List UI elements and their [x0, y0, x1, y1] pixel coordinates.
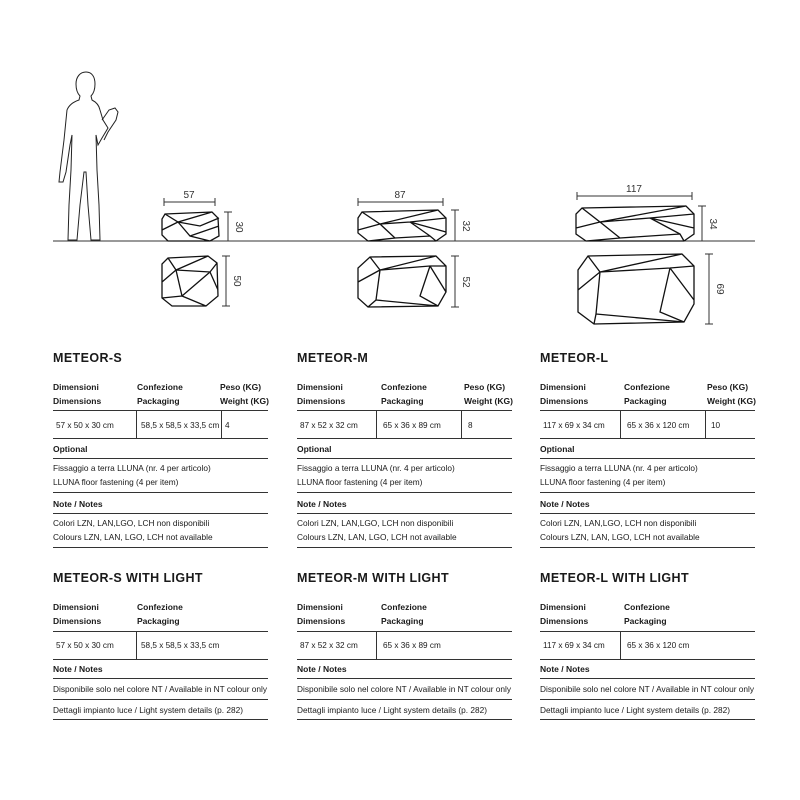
header-dimensions: Dimensioni Dimensions: [297, 602, 346, 626]
value-dimensions: 117 x 69 x 34 cm: [543, 421, 605, 430]
divider: [53, 631, 268, 632]
value-weight: 4: [225, 421, 230, 430]
note-light-details: Dettagli impianto luce / Light system details (p. 282): [297, 705, 487, 715]
optional-text: Fissaggio a terra LLUNA (nr. 4 per articolo) LLUNA floor fastening (4 per item): [540, 463, 698, 487]
header-packaging: Confezione Packaging: [624, 602, 670, 626]
note-availability: Disponibile solo nel colore NT / Available in NT colour only: [540, 684, 754, 694]
value-dimensions: 87 x 52 x 32 cm: [300, 641, 358, 650]
header-packaging: Confezione Packaging: [624, 382, 670, 406]
product-title: METEOR-S: [53, 351, 123, 365]
dim-depth-s: 50: [231, 275, 242, 287]
divider: [297, 631, 512, 632]
notes-label: Note / Notes: [540, 499, 590, 509]
product-title: METEOR-M WITH LIGHT: [297, 571, 450, 585]
value-dimensions: 57 x 50 x 30 cm: [56, 641, 114, 650]
notes-text: Colori LZN, LAN,LGO, LCH non disponibili Colours LZN, LAN, LGO, LCH not available: [540, 518, 700, 542]
value-packaging: 58,5 x 58,5 x 33,5 cm: [141, 641, 220, 650]
notes-label: Note / Notes: [53, 499, 103, 509]
header-dimensions: Dimensioni Dimensions: [297, 382, 346, 406]
divider: [540, 678, 755, 679]
value-weight: 8: [468, 421, 473, 430]
divider: [297, 699, 512, 700]
divider: [297, 719, 512, 720]
cell-divider: [136, 631, 137, 659]
dim-width-l: 117: [626, 184, 642, 195]
divider: [540, 719, 755, 720]
optional-text: Fissaggio a terra LLUNA (nr. 4 per articolo) LLUNA floor fastening (4 per item): [53, 463, 211, 487]
divider: [540, 699, 755, 700]
value-packaging: 65 x 36 x 89 cm: [383, 421, 441, 430]
divider: [297, 659, 512, 660]
optional-label: Optional: [297, 444, 332, 454]
notes-label: Note / Notes: [297, 499, 347, 509]
header-dimensions: Dimensioni Dimensions: [53, 382, 102, 406]
header-weight: Peso (KG) Weight (KG): [707, 382, 756, 406]
dim-depth-l: 69: [714, 283, 725, 295]
note-availability: Disponibile solo nel colore NT / Available in NT colour only: [53, 684, 267, 694]
light-spec-l: [540, 0, 755, 730]
value-packaging: 65 x 36 x 120 cm: [627, 641, 690, 650]
header-dimensions: Dimensioni Dimensions: [540, 602, 589, 626]
optional-text: Fissaggio a terra LLUNA (nr. 4 per articolo) LLUNA floor fastening (4 per item): [297, 463, 455, 487]
value-dimensions: 117 x 69 x 34 cm: [543, 641, 605, 650]
light-spec-s: [53, 0, 268, 730]
product-title: METEOR-L WITH LIGHT: [540, 571, 690, 585]
notes-text: Colori LZN, LAN,LGO, LCH non disponibili Colours LZN, LAN, LGO, LCH not available: [297, 518, 457, 542]
note-availability: Disponibile solo nel colore NT / Available in NT colour only: [297, 684, 511, 694]
divider: [53, 699, 268, 700]
dim-height-l: 34: [707, 218, 718, 230]
value-dimensions: 57 x 50 x 30 cm: [56, 421, 114, 430]
dim-width-s: 57: [183, 190, 195, 201]
product-title: METEOR-S WITH LIGHT: [53, 571, 203, 585]
header-packaging: Confezione Packaging: [381, 382, 427, 406]
dim-width-m: 87: [394, 190, 406, 201]
value-packaging: 65 x 36 x 120 cm: [627, 421, 690, 430]
divider: [53, 719, 268, 720]
divider: [540, 659, 755, 660]
optional-label: Optional: [53, 444, 88, 454]
value-packaging: 58,5 x 58,5 x 33,5 cm: [141, 421, 220, 430]
note-light-details: Dettagli impianto luce / Light system details (p. 282): [540, 705, 730, 715]
header-packaging: Confezione Packaging: [137, 382, 183, 406]
product-title: METEOR-M: [297, 351, 369, 365]
optional-label: Optional: [540, 444, 575, 454]
header-dimensions: Dimensioni Dimensions: [540, 382, 589, 406]
header-weight: Peso (KG) Weight (KG): [220, 382, 269, 406]
notes-text: Colori LZN, LAN,LGO, LCH non disponibili Colours LZN, LAN, LGO, LCH not available: [53, 518, 213, 542]
note-light-details: Dettagli impianto luce / Light system details (p. 282): [53, 705, 243, 715]
dim-height-s: 30: [233, 221, 244, 233]
value-weight: 10: [711, 421, 721, 430]
divider: [53, 659, 268, 660]
cell-divider: [620, 631, 621, 659]
product-title: METEOR-L: [540, 351, 609, 365]
header-packaging: Confezione Packaging: [137, 602, 183, 626]
notes-label: Note / Notes: [540, 664, 590, 674]
header-packaging: Confezione Packaging: [381, 602, 427, 626]
header-dimensions: Dimensioni Dimensions: [53, 602, 102, 626]
notes-label: Note / Notes: [297, 664, 347, 674]
value-dimensions: 87 x 52 x 32 cm: [300, 421, 358, 430]
dim-depth-m: 52: [460, 276, 471, 288]
light-spec-m: [297, 0, 512, 730]
dim-height-m: 32: [460, 220, 471, 232]
cell-divider: [376, 631, 377, 659]
divider: [297, 678, 512, 679]
divider: [53, 678, 268, 679]
header-weight: Peso (KG) Weight (KG): [464, 382, 513, 406]
value-packaging: 65 x 36 x 89 cm: [383, 641, 441, 650]
divider: [540, 631, 755, 632]
notes-label: Note / Notes: [53, 664, 103, 674]
